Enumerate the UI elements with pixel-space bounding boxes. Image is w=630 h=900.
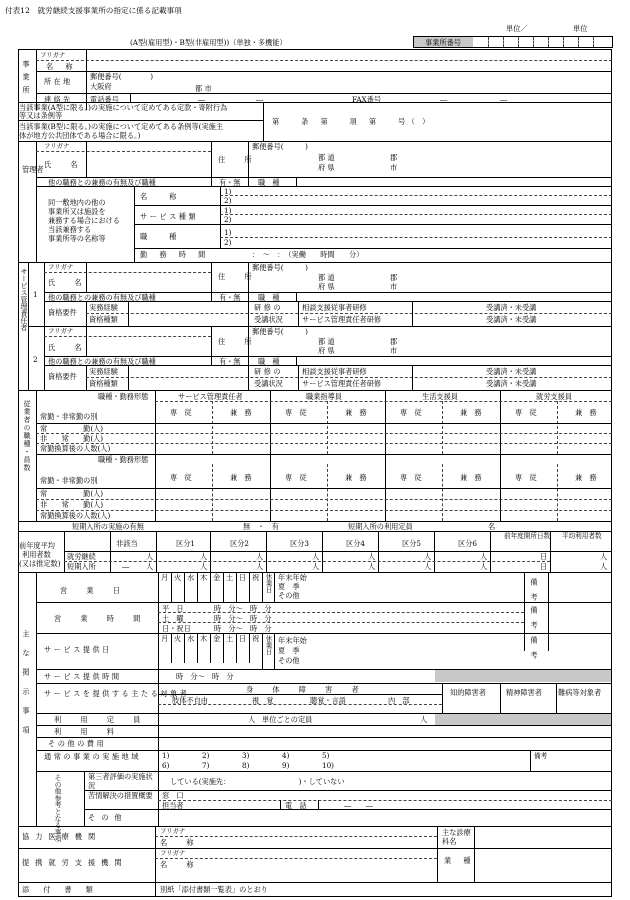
avg-div1: 区分1 (176, 539, 195, 548)
year-end-2: 年末年始 (278, 636, 307, 645)
svc2-jobtype: 職 種 (258, 357, 280, 366)
office-phone-label: 電話番号 (90, 95, 119, 104)
office-section-label: 事業所 (22, 60, 31, 100)
same-site-name: 名 称 (140, 192, 179, 201)
short-stay-unit: 名 (488, 522, 496, 531)
day-3[interactable]: 木 (200, 573, 208, 582)
physical-label: 身 体 障 害 者 (246, 685, 365, 694)
svc1-todo: 都 道 (318, 273, 335, 282)
svc-mgr-1: 1 (33, 290, 38, 299)
fax-dash-1: ― (440, 95, 448, 104)
avg-continued: 就労継続 (67, 552, 96, 561)
tr2[interactable]: 時 分～ 時 分 (214, 614, 272, 623)
office-number-label: 事業所番号 (425, 38, 461, 47)
other-items-label: その他参考となる事項 (53, 774, 61, 842)
p6: 人 (424, 552, 432, 561)
intellectual-label: 知的障害者 (450, 688, 486, 697)
ordinance-b-2: 体が地方公共団体である場合に限る。) (19, 131, 141, 140)
p3: 人 (256, 552, 264, 561)
day-6[interactable]: 日 (239, 573, 247, 582)
same-site-3: 兼務する場合における (48, 216, 120, 225)
p7: 人 (480, 552, 488, 561)
day-0[interactable]: 月 (161, 634, 169, 643)
business-days-label: 営 業 日 (60, 586, 126, 595)
same-site-1: 同一敷地内の他の (48, 198, 106, 207)
svc2-attended-1[interactable]: 受講済・未受講 (486, 367, 537, 376)
manager-furigana: フリガナ (44, 142, 70, 150)
svc-mgr-section: サービス管理責任者 (20, 268, 28, 331)
svc2-attended-2[interactable]: 受講済・未受講 (486, 379, 537, 388)
avg-label-1: 前年度平均 (19, 541, 55, 550)
staff-life: 生活支援員 (422, 392, 458, 401)
svc2-fuken: 府 県 (318, 346, 335, 355)
staff-section: 従業者の職種・員数 (23, 400, 31, 472)
area-num: 6) (162, 761, 170, 770)
con8: 兼 務 (575, 473, 597, 482)
day-2[interactable]: 水 (187, 634, 195, 643)
day-0[interactable]: 月 (161, 573, 169, 582)
q6: 人 (424, 562, 432, 571)
short-stay-value[interactable]: 無 ・ 有 (243, 522, 279, 531)
q5: 人 (368, 562, 376, 571)
day-6[interactable]: 日 (239, 634, 247, 643)
q3: 人 (256, 562, 264, 571)
business-type: (A型(雇用型)・B型(非雇用型))（単独・多機能） (130, 38, 287, 47)
manager-jobtype: 職 種 (258, 178, 280, 187)
summer-2: 夏 季 (278, 646, 300, 655)
svc1-status: 受講状況 (254, 315, 283, 324)
staff-full-2: 常 勤(人) (40, 489, 104, 498)
svc1-fuken: 府 県 (318, 282, 335, 291)
avg-avg: 平均利用者数 (562, 532, 602, 540)
svc1-consult: 相談支援従事者研修 (302, 303, 367, 312)
svc2-yesno[interactable]: 有・無 (219, 357, 241, 366)
svc1-gun: 郡 (390, 273, 398, 282)
tel-label: 電 話 (285, 801, 307, 810)
day-4[interactable]: 金 (213, 573, 221, 582)
service-days-label: サービス提供日 (44, 645, 112, 654)
staff-full-1: 常 勤(人) (40, 424, 104, 433)
ded4: 専 従 (515, 408, 537, 417)
office-city: 都 市 (195, 84, 212, 93)
day-5[interactable]: 土 (226, 634, 234, 643)
office-pref: 大阪府 (90, 82, 112, 91)
ordinance-a-1: 当該事業(A型に限る。)の実施について定めてある定款・寄附行為 (19, 103, 228, 112)
avg-short: 短期入所 (67, 562, 96, 571)
p5: 人 (368, 552, 376, 561)
n1: 1) (224, 187, 232, 196)
year-end-1: 年末年始 (278, 573, 307, 582)
svc1-furigana: フリガナ (48, 263, 74, 271)
same-site-2: 事業所又は施設を (48, 207, 106, 216)
ded1: 専 従 (170, 408, 192, 417)
partner-furigana: フリガナ (160, 849, 186, 857)
work-time-label: 勤 務 時 間 (140, 250, 208, 259)
area-num: 3) (242, 751, 250, 760)
coop-furigana: フリガナ (160, 827, 186, 835)
other-2: その他 (278, 656, 300, 665)
other-1: その他 (278, 591, 300, 600)
other2-label: その他 (88, 813, 128, 822)
form-title: 付表12 就労継続支援事業所の指定に係る記載事項 (5, 6, 182, 15)
weekday-label: 平 日 (162, 604, 184, 613)
svc1-training: 研修の (254, 303, 284, 312)
svc2-qual: 資格種類 (89, 379, 118, 388)
svc2-practical: 実務経験 (89, 367, 118, 376)
manager-gun: 郡 (390, 153, 398, 162)
svc2-shi: 市 (390, 346, 398, 355)
n2: 2) (224, 196, 232, 205)
avg-div4: 区分4 (346, 539, 365, 548)
svc1-postal[interactable]: 郵便番号( ) (252, 263, 308, 272)
ordinance-b-1: 当該事業(B型に限る。)の実施について定めてある条例等(実施主 (19, 122, 224, 131)
person-in-charge-label: 担当者 (162, 801, 184, 810)
n1c: 1) (224, 228, 232, 237)
area-num: 1) (162, 751, 170, 760)
svc2-svc: サービス管理責任者研修 (302, 379, 382, 388)
same-site-job: 職 種 (140, 232, 179, 241)
avg-nonapp: 非該当 (116, 539, 138, 548)
svc1-attended-1[interactable]: 受講済・未受講 (486, 303, 537, 312)
staff-fte-2: 常勤換算後の人数(人) (40, 511, 111, 520)
con4: 兼 務 (575, 408, 597, 417)
n2b: 2) (224, 215, 232, 224)
svc2-other-job: 他の職務との兼務の有無及び職種 (48, 357, 156, 366)
avg-div6: 区分6 (458, 539, 477, 548)
q8: 人 (600, 562, 608, 571)
d1: 日 (540, 552, 548, 561)
staff-part-1: 非 常 勤(人) (40, 434, 104, 443)
holiday-label-1: 休業日 (264, 573, 272, 593)
same-site-service: サービス種類 (140, 212, 199, 221)
svc1-req: 資格要件 (48, 308, 77, 317)
svc2-req: 資格要件 (48, 372, 77, 381)
area-num: 7) (202, 761, 210, 770)
capacity-label: 利 用 定 員 (54, 715, 147, 724)
third-eval-value[interactable]: している(実施先： )・していない (170, 777, 345, 786)
staff-jobform-1: 職種・勤務形態 (98, 392, 149, 401)
cap-person: 人 (248, 715, 256, 724)
staff-jobform-2: 職種・勤務形態 (98, 455, 149, 464)
office-furigana-label: フリガナ (40, 51, 66, 59)
p1: 人 (146, 552, 154, 561)
manager-fuken: 府 県 (318, 163, 335, 172)
svc1-shi: 市 (390, 282, 398, 291)
ded3: 専 従 (400, 408, 422, 417)
con7: 兼 務 (460, 473, 482, 482)
staff-permtemp-1: 常勤・非常勤の別 (40, 412, 98, 421)
attachment-value: 別紙「添付書類一覧表」のとおり (160, 885, 268, 894)
manager-shi: 市 (390, 163, 398, 172)
partner-name: 名 称 (160, 860, 200, 869)
con3: 兼 務 (460, 408, 482, 417)
tr3[interactable]: 時 分～ 時 分 (214, 624, 272, 633)
intractable-label: 難病等対象者 (558, 688, 602, 697)
phone-dash-2: ― (256, 95, 264, 104)
avg-div5: 区分5 (402, 539, 421, 548)
q4: 人 (312, 562, 320, 571)
svc2-residence: 住 所 (218, 337, 258, 346)
coop-dept: 主な診療科名 (442, 828, 471, 846)
target-label: サービスを提供する主たる対象者 (44, 689, 190, 698)
limb-label: 肢体不自由 (172, 696, 208, 705)
manager-name-label: 氏 名 (44, 160, 84, 169)
ordinance-a-2: 等又は条例等 (19, 111, 63, 120)
svc2-postal[interactable]: 郵便番号( ) (252, 327, 308, 336)
ded2: 専 従 (285, 408, 307, 417)
ded8: 専 従 (515, 473, 537, 482)
remarks-4: 備考 (534, 752, 548, 760)
remarks-2: 備考 (530, 606, 539, 637)
area-num: 9) (282, 761, 290, 770)
holiday-label-2: 休業日 (264, 635, 272, 655)
svc2-status: 受講状況 (254, 379, 283, 388)
avg-div3: 区分3 (290, 539, 309, 548)
manager-section-label: 管理者 (22, 165, 44, 174)
svc1-yesno[interactable]: 有・無 (219, 293, 241, 302)
day-1[interactable]: 火 (174, 573, 182, 582)
svc2-gun: 郡 (390, 337, 398, 346)
p2: 人 (200, 552, 208, 561)
office-address-label: 所 在 地 (44, 77, 71, 86)
con1: 兼 務 (230, 408, 252, 417)
office-fax-label: FAX番号 (352, 95, 382, 104)
q1: 人 (146, 562, 154, 571)
staff-permtemp-2: 常勤・非常勤の別 (40, 476, 98, 485)
ordinance-article[interactable]: 第 条 第 項 第 号（ ） (272, 117, 432, 126)
cap-person-2: 人 (420, 715, 428, 724)
service-hours-label: サービス提供時間 (44, 672, 122, 681)
office-number-field[interactable] (413, 36, 613, 48)
third-eval-label: 第三者評価の実施状況 (88, 772, 153, 790)
staff-svc-mgr: サービス管理責任者 (178, 392, 243, 401)
svc2-todo: 都 道 (318, 337, 335, 346)
svc1-attended-2[interactable]: 受講済・未受講 (486, 315, 537, 324)
sunday-label: 日・祝日 (162, 624, 191, 633)
tr1[interactable]: 時 分～ 時 分 (214, 604, 272, 613)
manager-other-job: 他の職務との兼務の有無及び職種 (48, 178, 156, 187)
staff-voc: 職業指導員 (306, 392, 342, 401)
svc2-consult: 相談支援従事者研修 (302, 367, 367, 376)
svc2-furigana: フリガナ (48, 327, 74, 335)
ded7: 専 従 (400, 473, 422, 482)
same-site-5: 事業所等の名称等 (48, 234, 106, 243)
day-3[interactable]: 木 (200, 634, 208, 643)
internal-label: 内 部 (388, 696, 410, 705)
n2c: 2) (224, 238, 232, 247)
tel-value[interactable]: ― ― (344, 801, 373, 810)
complaint-label: 苦情解決の措置概要 (88, 791, 153, 800)
con5: 兼 務 (230, 473, 252, 482)
phone-dash-1: ― (198, 95, 206, 104)
svc-mgr-2: 2 (33, 355, 38, 364)
manager-residence-label: 住 所 (218, 155, 258, 164)
main-section: 主な掲示事項 (22, 630, 31, 746)
area-num: 4) (282, 751, 290, 760)
q2: 人 (200, 562, 208, 571)
area-num: 5) (322, 751, 330, 760)
p8: 人 (600, 552, 608, 561)
manager-postal[interactable]: 郵便番号( ) (252, 142, 308, 151)
svc2-training: 研修の (254, 367, 284, 376)
mental-label: 精神障害者 (506, 688, 542, 697)
staff-emp: 就労支援員 (536, 392, 572, 401)
other-fee-label: その他の費用 (48, 739, 107, 748)
unit-label-2: 単位 (573, 24, 588, 33)
area-label: 通常の事業の実施地域 (44, 752, 141, 761)
window-label: 窓 口 (162, 791, 184, 800)
short-stay-staff: 短期入所の利用定員 (348, 522, 413, 531)
unit-capacity-label: 単位ごとの定員 (262, 715, 313, 724)
p4: 人 (312, 552, 320, 561)
area-num: 8) (242, 761, 250, 770)
svc1-residence: 住 所 (218, 272, 258, 281)
tr4[interactable]: 時 分～ 時 分 (176, 672, 234, 681)
con6: 兼 務 (345, 473, 367, 482)
summer-1: 夏 季 (278, 582, 300, 591)
visual-label: 視 覚 (252, 696, 274, 705)
staff-part-2: 非 常 勤(人) (40, 500, 104, 509)
n1b: 1) (224, 206, 232, 215)
d2: 日 (540, 562, 548, 571)
coop-name: 名 称 (160, 838, 200, 847)
fax-dash-2: ― (500, 95, 508, 104)
short-stay-label: 短期入所の実施の有無 (72, 522, 144, 531)
svc1-practical: 実務経験 (89, 303, 118, 312)
office-postal[interactable]: 郵便番号( ) (90, 72, 154, 81)
ded6: 専 従 (285, 473, 307, 482)
manager-todo: 都 道 (318, 153, 335, 162)
business-hours-label: 営 業 時 間 (54, 614, 147, 623)
day-1[interactable]: 火 (174, 634, 182, 643)
cooperating-label: 協力医療機関 (22, 832, 102, 841)
same-site-4: 当該兼務する (48, 225, 92, 234)
unit-label-1: 単位／ (506, 24, 528, 33)
fee-label: 利 用 料 (54, 727, 120, 736)
area-num: 2) (202, 751, 210, 760)
svc2-name: 氏 名 (48, 343, 88, 352)
ded5: 専 従 (170, 473, 192, 482)
day-7[interactable]: 祝 (252, 573, 260, 582)
con2: 兼 務 (345, 408, 367, 417)
svc1-qual: 資格種類 (89, 315, 118, 324)
day-4[interactable]: 金 (213, 634, 221, 643)
hearing-label: 聴覚・言語 (310, 696, 346, 705)
area-num: 10) (322, 761, 334, 770)
partner-business: 業 種 (444, 856, 474, 865)
avg-label-3: (又は推定数) (19, 559, 61, 568)
capacity-grey (435, 714, 611, 725)
day-2[interactable]: 水 (187, 573, 195, 582)
staff-fte-1: 常勤換算後の人数(人) (40, 444, 111, 453)
avg-div2: 区分2 (230, 539, 249, 548)
service-hours-grey (435, 670, 611, 682)
partner-label: 提携就労支援機関 (22, 858, 128, 867)
remarks-1: 備考 (530, 578, 539, 609)
q7: 人 (480, 562, 488, 571)
office-contact-label: 連 絡 先 (44, 95, 71, 104)
svc1-jobtype: 職 種 (258, 293, 280, 302)
avg-label-2: 利用者数 (22, 550, 51, 559)
work-time-value[interactable]: ： ～ ： （実働 時間 分） (252, 250, 364, 259)
day-7[interactable]: 祝 (252, 634, 260, 643)
saturday-label: 土 曜 (162, 614, 184, 623)
manager-yesno[interactable]: 有・無 (219, 178, 241, 187)
svc1-name: 氏 名 (48, 278, 88, 287)
office-name-label: 名 称 (46, 62, 76, 71)
svc1-svc: サービス管理責任者研修 (302, 315, 382, 324)
attachment-label: 添付書類 (22, 885, 107, 894)
avg-short-dash: ― (122, 562, 130, 571)
avg-open-days: 前年度開所日数 (504, 532, 551, 540)
svc1-other-job: 他の職務との兼務の有無及び職種 (48, 293, 156, 302)
remarks-3: 備考 (530, 636, 539, 667)
day-5[interactable]: 土 (226, 573, 234, 582)
